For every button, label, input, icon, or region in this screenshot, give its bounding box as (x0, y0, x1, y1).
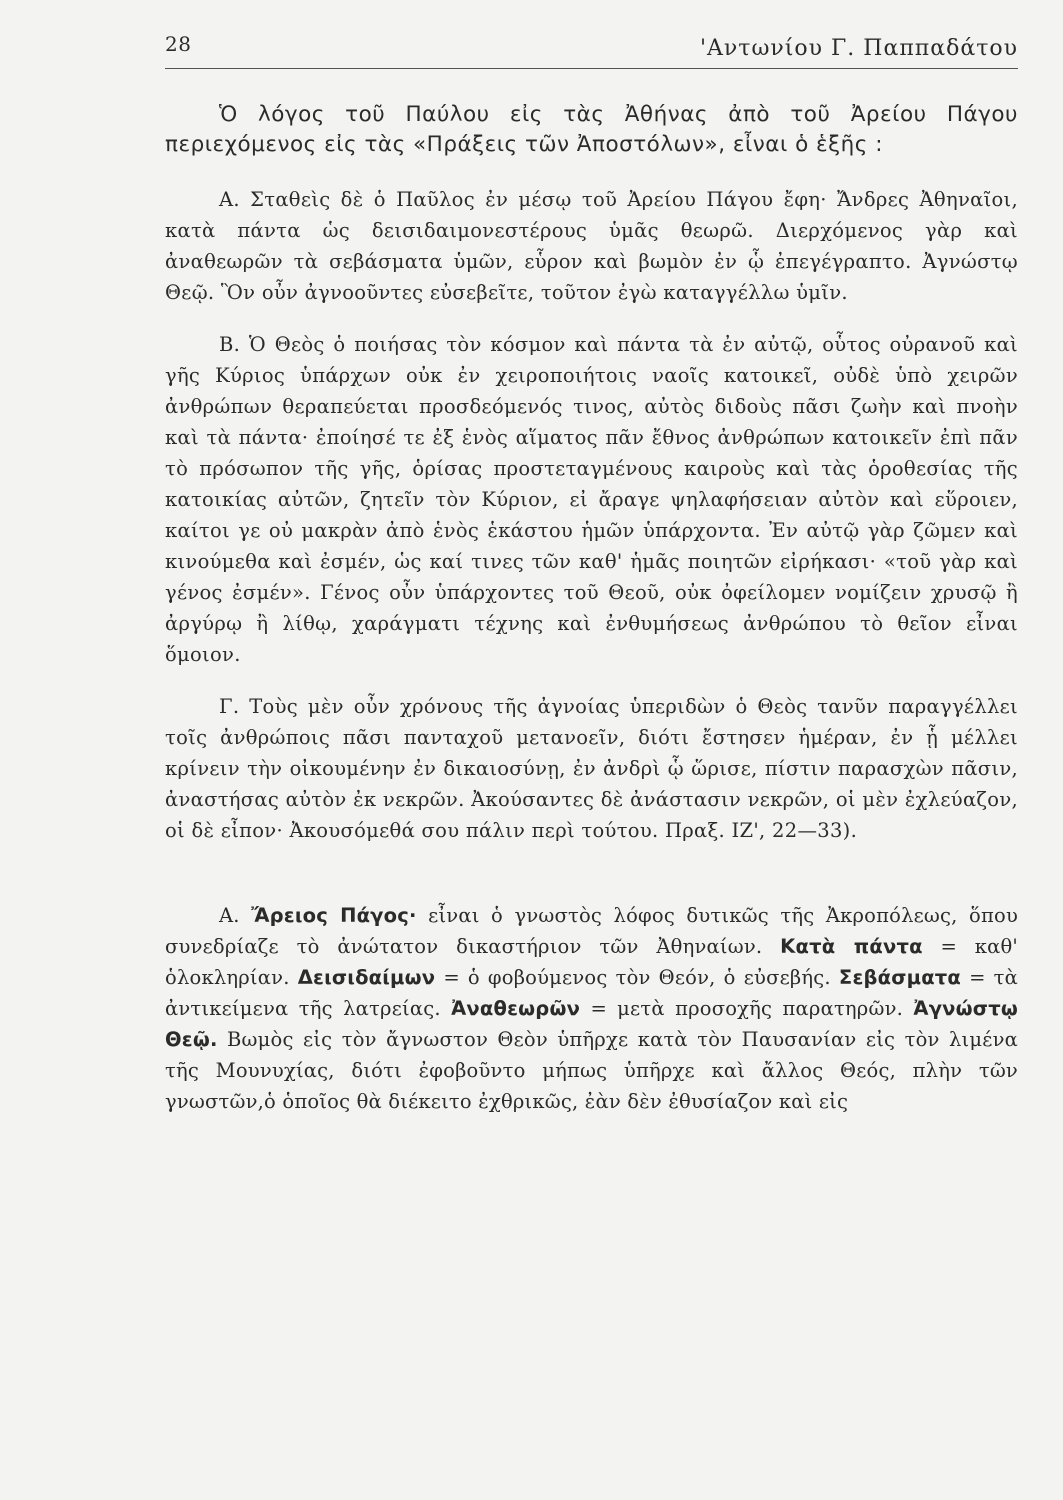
note-term-sebasmata: Σεβάσματα (838, 966, 962, 989)
note-term-deisidaimon: Δεισιδαίμων (297, 966, 436, 989)
intro-paragraph: Ὁ λόγος τοῦ Παύλου εἰς τὰς Ἀθήνας ἀπὸ τοῦ Ἀρείου Πάγου περιεχόμενος εἰς τὰς «Πράξεις τῶν Ἀποστόλων», εἶναι ὁ ἑξῆς : (165, 102, 1018, 157)
page-body (165, 100, 1018, 1117)
note-text-kata-panta: καθ' ὁλοκληρίαν. (165, 935, 1018, 989)
quote-paragraph-a: Α. Σταθεὶς δὲ ὁ Παῦλος ἐν μέσῳ τοῦ Ἀρείου Πάγου ἔφη· Ἄνδρες Ἀθηναῖοι, κατὰ πάντα ὡς δεισιδαιμονεστέρους ὑμᾶς θεωρῶ. Διερχόμενος γὰρ καὶ ἀναθεωρῶν τὰ σεβάσματα ὑμῶν, εὗρον καὶ βωμὸν ἐν ᾧ ἐπεγέγραπτο. Ἀγνώστῳ Θεῷ. Ὃν οὖν ἀγνοοῦντες εὐσεβεῖτε, τοῦτον ἐγὼ καταγγέλλω ὑμῖν. (165, 188, 1018, 304)
note-text-agnosto-theo: Βωμὸς εἰς τὸν ἄγνωστον Θεὸν ὑπῆρχε κατὰ τὸν Παυσανίαν εἰς τὸν λιμένα τῆς Μουνυχίας, διότι ἐφοβοῦντο μήπως ὑπῆρχε καὶ ἄλλος Θεός, πλὴν τῶν γνωστῶν,ὁ ὁποῖος θὰ διέκειτο ἐχθρικῶς, ἐὰν δὲν ἐθυσίαζον καὶ εἰς (165, 1028, 1018, 1113)
quote-paragraph-b: Β. Ὁ Θεὸς ὁ ποιήσας τὸν κόσμον καὶ πάντα τὰ ἐν αὐτῷ, οὗτος οὐρανοῦ καὶ γῆς Κύριος ὑπάρχων οὐκ ἐν χειροποιήτοις ναοῖς κατοικεῖ, οὐδὲ ὑπὸ χειρῶν ἀνθρώπων θεραπεύεται προσδεόμενός τινος, αὐτὸς διδοὺς πᾶσι ζωὴν καὶ πνοὴν καὶ τὰ πάντα· ἐποίησέ τε ἐξ ἑνὸς αἵματος πᾶν ἔθνος ἀνθρώπων κατοικεῖν ἐπὶ πᾶν τὸ πρόσωπον τῆς γῆς, ὁρίσας προστεταγμένους καιροὺς καὶ τὰς ὁροθεσίας τῆς κατοικίας αὐτῶν, ζητεῖν τὸν Κύριον, εἰ ἄραγε ψηλαφήσειαν αὐτὸν καὶ εὕροιεν, καίτοι γε οὐ μακρὰν ἀπὸ ἑνὸς ἑκάστου ἡμῶν ὑπάρχοντα. Ἐν αὐτῷ γὰρ ζῶμεν καὶ κινούμεθα καὶ ἐσμέν, ὡς καί τινες τῶν καθ' ἡμᾶς ποιητῶν εἰρήκασι· «τοῦ γὰρ καὶ γένος ἐσμέν». Γένος οὖν ὑπάρχοντες τοῦ Θεοῦ, οὐκ ὀφείλομεν νομίζειν χρυσῷ ἢ ἀργύρῳ ἢ λίθῳ, χαράγματι τέχνης καὶ ἐνθυμήσεως ἀνθρώπου τὸ θεῖον εἶναι ὅμοιον. (165, 333, 1018, 666)
note-text-deisidaimon: ὁ φοβούμενος τὸν Θεόν, ὁ εὐσεβής. (467, 966, 831, 989)
note-text-areios-pagos: εἶναι ὁ γνωστὸς λόφος δυτικῶς τῆς Ἀκροπόλεως, ὅπου συνεδρίαζε τὸ ἀνώτατον δικαστήριον τῶν Ἀθηναίων. (165, 904, 1018, 958)
note-text-anatheoron: μετὰ προσοχῆς παρατηρῶν. (617, 997, 904, 1020)
notes-label: Α. (219, 904, 240, 927)
note-term-areios-pagos: Ἄρειος Πάγος· (251, 904, 417, 927)
page-header (165, 28, 1018, 69)
equals-sign: = (940, 935, 957, 958)
note-term-kata-panta: Κατὰ πάντα (780, 935, 923, 958)
quote-paragraph-c: Γ. Τοὺς μὲν οὖν χρόνους τῆς ἀγνοίας ὑπεριδὼν ὁ Θεὸς τανῦν παραγγέλλει τοῖς ἀνθρώποις πᾶσι πανταχοῦ μετανοεῖν, διότι ἔστησεν ἡμέραν, ἐν ᾗ μέλλει κρίνειν τὴν οἰκουμένην ἐν δικαιοσύνῃ, ἐν ἀνδρὶ ᾧ ὥρισε, πίστιν παρασχὼν πᾶσιν, ἀναστήσας αὐτὸν ἐκ νεκρῶν. Ἀκούσαντες δὲ ἀνάστασιν νεκρῶν, οἱ μὲν ἐχλεύαζον, οἱ δὲ εἶπον· Ἀκουσόμεθά σου πάλιν περὶ τούτου. Πραξ. ΙΖ', 22—33). (165, 695, 1018, 842)
equals-sign: = (969, 966, 986, 989)
equals-sign: = (590, 997, 607, 1020)
equals-sign: = (443, 966, 460, 989)
running-head: 'Αντωνίου Γ. Παππαδάτου (700, 36, 1018, 61)
note-term-anatheoron: Ἀναθεωρῶν (451, 997, 581, 1020)
notes-paragraph (165, 900, 1018, 1117)
note-text-sebasmata: τὰ ἀντικείμενα τῆς λατρείας. (165, 966, 1018, 1020)
page-number: 28 (165, 32, 192, 56)
note-term-agnosto-theo: Ἀγνώστῳ Θεῷ. (165, 997, 1018, 1051)
